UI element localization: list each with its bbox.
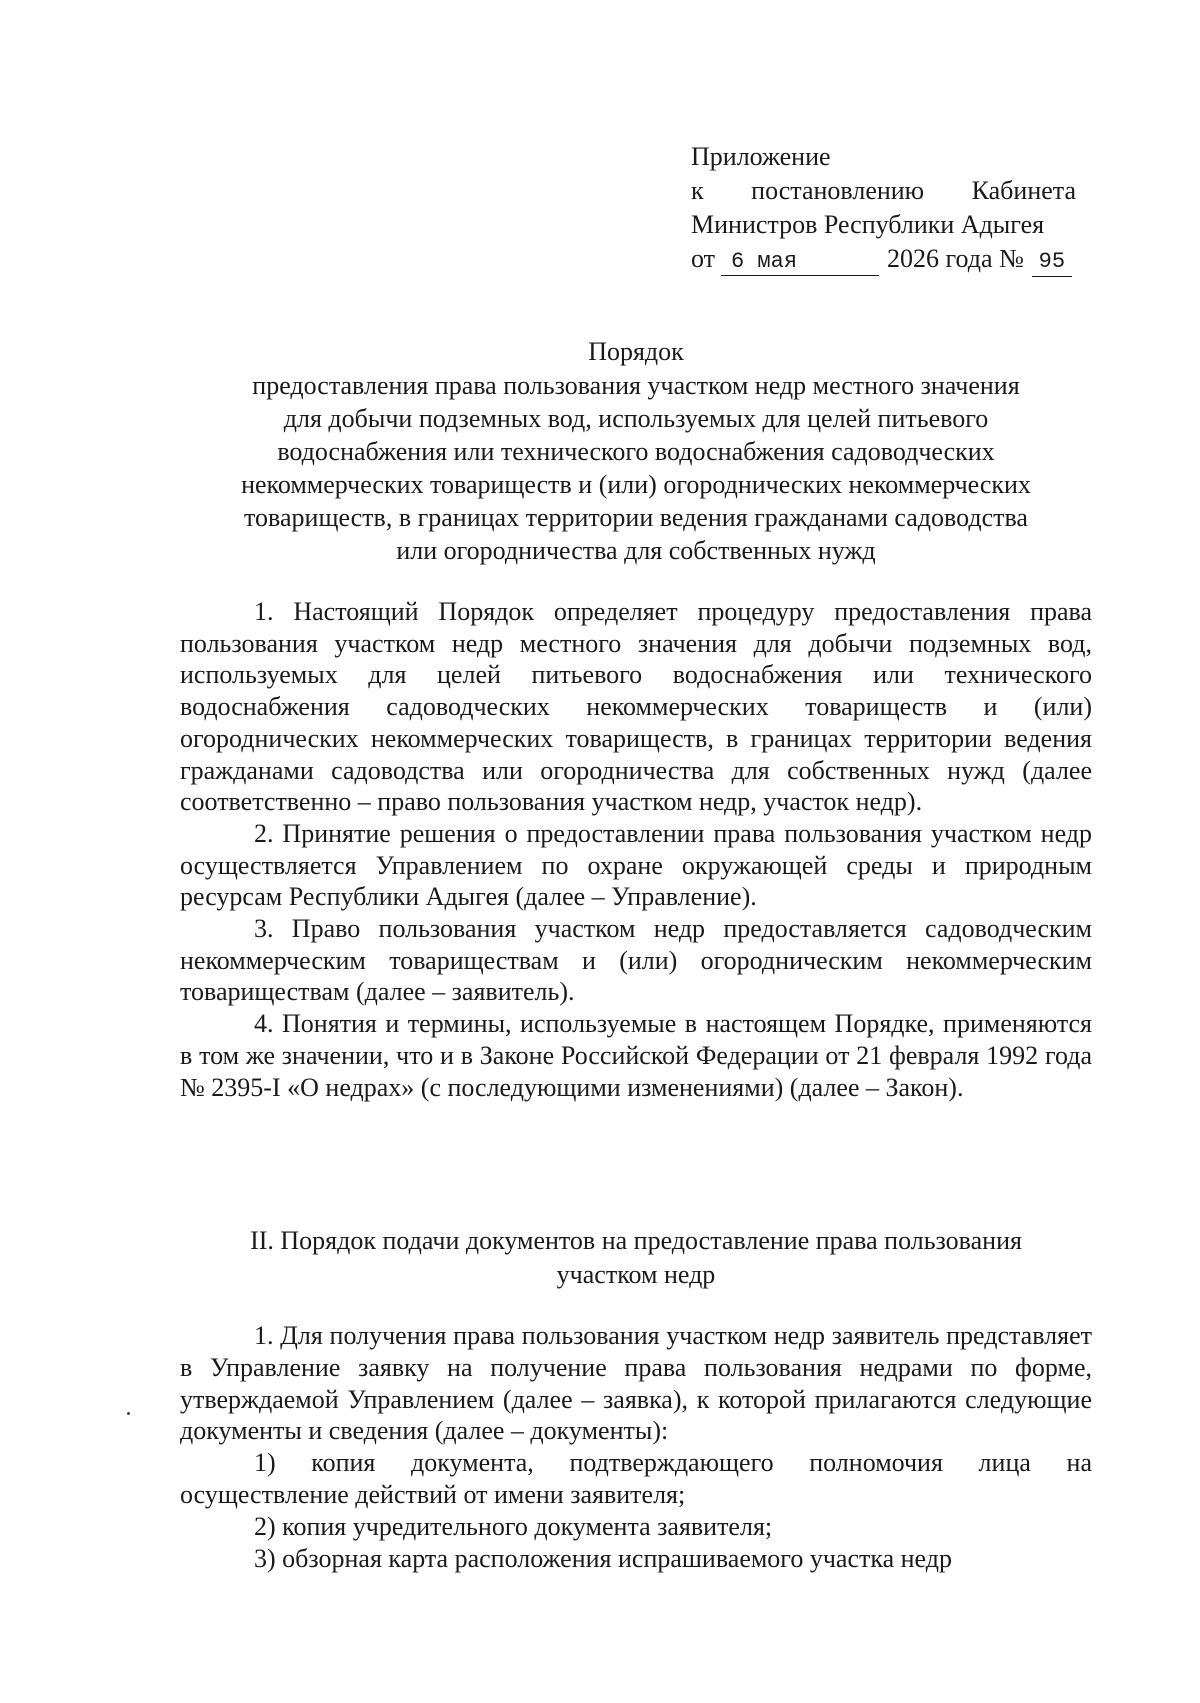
title-heading: Порядок bbox=[588, 337, 684, 366]
paragraph: 1. Настоящий Порядок определяет процедуру предоставления права пользования участком недр местного значения для добычи подземных вод, используемых для целей питьевого водоснабжения или технического водоснабжения садоводческих некоммерческих товариществ и (или) огороднических некоммерческих товариществ, в границах территории ведения гражданами садоводства или огородничества для собственных нужд (далее соответственно – право пользования участком недр, участок недр). bbox=[180, 597, 1092, 817]
section-1-body bbox=[180, 596, 1092, 1103]
title-line: предоставления права пользования участком недр местного значения bbox=[252, 371, 1020, 400]
section-heading-line: участком недр bbox=[556, 1260, 716, 1289]
paragraph: 1. Для получения права пользования участком недр заявитель представляет в Управление заявку на получение права пользования недрами по форме, утверждаемой Управлением (далее – заявка), к которой прилагаются следующие документы и сведения (далее – документы): bbox=[180, 1321, 1092, 1446]
appendix-header bbox=[691, 140, 1076, 277]
paragraph: 4. Понятия и термины, используемые в настоящем Порядке, применяются в том же значении, что и в Законе Российской Федерации от 21 февраля 1992 года № 2395-I «О недрах» (с последующими изменениями) (далее – Закон). bbox=[180, 1009, 1092, 1102]
list-item: 3) обзорная карта расположения испрашиваемого участка недр bbox=[254, 1543, 952, 1573]
appendix-label: Приложение bbox=[691, 142, 831, 171]
document-title bbox=[176, 335, 1096, 369]
resolution-number-field: 95 bbox=[1032, 250, 1072, 277]
paragraph: 3. Право пользования участком недр предоставляется садоводческим некоммерческим товариществам и (или) огородническим некоммерческим товариществам (далее – заявитель). bbox=[180, 914, 1092, 1007]
date-year: 2026 года № bbox=[887, 244, 1024, 273]
title-line: для добычи подземных вод, используемых для целей питьевого bbox=[283, 404, 989, 433]
appendix-word-cabinet: Кабинета bbox=[971, 176, 1076, 205]
appendix-word-k: к bbox=[691, 176, 704, 205]
date-prefix: от bbox=[691, 244, 716, 273]
appendix-line-ministers: Министров Республики Адыгея bbox=[691, 210, 1045, 239]
title-line: водоснабжения или технического водоснабжения садоводческих bbox=[277, 437, 995, 466]
title-line: товариществ, в границах территории ведения гражданами садоводства bbox=[244, 503, 1028, 532]
appendix-line-resolution bbox=[691, 174, 1076, 208]
paragraph: 2. Принятие решения о предоставлении права пользования участком недр осуществляется Управлением по охране окружающей среды и природным ресурсам Республики Адыгея (далее – Управление). bbox=[180, 818, 1092, 912]
list-item: 1) копия документа, подтверждающего полномочия лица на осуществление действий от имени заявителя; bbox=[180, 1448, 1092, 1509]
title-line: некоммерческих товариществ и (или) огороднических некоммерческих bbox=[241, 470, 1031, 499]
section-heading-line: II. Порядок подачи документов на предоставление права пользования bbox=[250, 1226, 1022, 1255]
list-item: 2) копия учредительного документа заявителя; bbox=[254, 1511, 773, 1541]
title-line: или огородничества для собственных нужд bbox=[396, 536, 876, 565]
section-2-body bbox=[180, 1320, 1092, 1574]
date-day-field: 6 мая bbox=[721, 250, 879, 276]
appendix-date-line bbox=[691, 242, 1076, 277]
scan-speck bbox=[127, 1412, 130, 1415]
document-subtitle bbox=[176, 369, 1096, 567]
section-2-heading bbox=[176, 1224, 1096, 1292]
appendix-word-resolution: постановлению bbox=[751, 176, 925, 205]
